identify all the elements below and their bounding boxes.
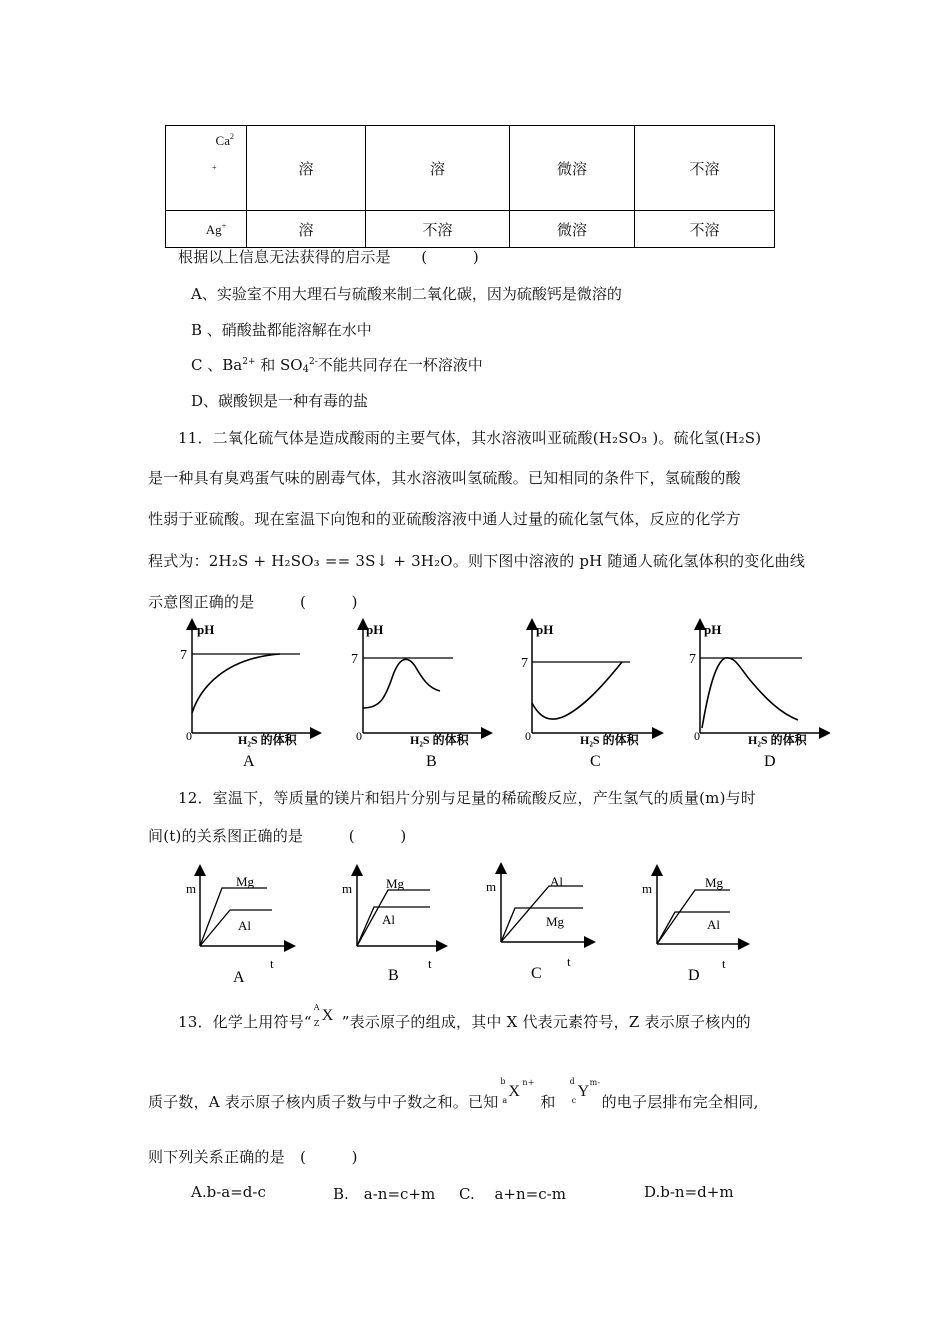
h2s-axis-label: H₂S 的体积 [748, 733, 807, 747]
atom-notation: A Z X [313, 1003, 334, 1028]
ph-seven-tick: 7 [180, 648, 187, 663]
mt-graph-c [486, 868, 590, 982]
ph-graph-c [521, 622, 658, 770]
m-axis-label: m [642, 881, 653, 896]
table-cell: 不溶 [635, 126, 775, 211]
ph-axis-label: pH [536, 622, 554, 637]
t-axis-label: t [428, 956, 432, 971]
table-cell: 微溶 [510, 211, 635, 248]
mass-time-graphs [170, 862, 750, 990]
ph-seven-tick: 7 [521, 656, 528, 671]
ph-graph-b [351, 622, 487, 770]
ph-axis-label: pH [704, 622, 722, 637]
al-label: Al [550, 874, 563, 889]
option-label: A [243, 753, 255, 770]
option-label: B [426, 753, 437, 770]
q13-option-d: D.b-n=d+m [644, 1183, 734, 1201]
table-cell: 溶 [247, 211, 366, 248]
ph-curve [363, 659, 440, 708]
origin-label: 0 [356, 729, 362, 743]
al-label: Al [707, 917, 720, 932]
al-label: Al [382, 912, 395, 927]
ion-cell: Ag+ [166, 211, 247, 248]
mg-label: Mg [386, 876, 405, 891]
option-label: D [688, 967, 700, 984]
option-label: C [531, 965, 542, 982]
ion-x-notation: b a X n+ [500, 1077, 535, 1105]
m-axis-label: m [486, 879, 497, 894]
q12-line-2: 间(t)的关系图正确的是 ( ) [148, 827, 407, 845]
ph-axis-label: pH [197, 622, 215, 637]
m-axis-label: m [342, 881, 353, 896]
option-label: B [388, 967, 399, 984]
ph-graph-d [689, 622, 825, 770]
q13-line-3: 则下列关系正确的是 ( ) [148, 1148, 358, 1166]
option-label: A [233, 969, 245, 986]
t-axis-label: t [722, 956, 726, 971]
ph-curve [192, 654, 280, 713]
al-label: Al [238, 918, 251, 933]
option-label: D [764, 753, 776, 770]
table-row [166, 211, 775, 248]
q10-option-a: A、实验室不用大理石与硫酸来制二氧化碳，因为硫酸钙是微溶的 [191, 285, 622, 303]
m-axis-label: m [186, 881, 197, 896]
mg-label: Mg [236, 874, 255, 889]
ph-axis-label: pH [366, 622, 384, 637]
q10-option-b: B 、硝酸盐都能溶解在水中 [191, 321, 372, 339]
mg-label: Mg [546, 914, 565, 929]
table-cell: 微溶 [510, 126, 635, 211]
ph-seven-tick: 7 [351, 652, 358, 667]
mg-label: Mg [705, 875, 724, 890]
q11-line-3: 性弱于亚硫酸。现在室温下向饱和的亚硫酸溶液中通人过量的硫化氢气体，反应的化学方 [148, 510, 741, 528]
table-cell: 不溶 [635, 211, 775, 248]
h2s-axis-label: H₂S 的体积 [238, 733, 297, 747]
t-axis-label: t [270, 956, 274, 971]
table-cell: 溶 [366, 126, 510, 211]
t-axis-label: t [567, 954, 571, 969]
solubility-table [165, 125, 775, 248]
q11-line-2: 是一种具有臭鸡蛋气味的剧毒气体，其水溶液叫氢硫酸。已知相同的条件下，氢硫酸的酸 [148, 469, 741, 487]
q12-line-1: 12．室温下，等质量的镁片和铝片分别与足量的稀硫酸反应，产生氢气的质量(m)与时 [178, 789, 757, 807]
mt-graph-a [186, 870, 290, 986]
origin-label: 0 [525, 729, 531, 743]
q11-line-4: 程式为：2H₂S + H₂SO₃ == 3S↓ + 3H₂O。则下图中溶液的 pH 随通人硫化氢体积的变化曲线 [148, 552, 806, 570]
h2s-axis-label: H₂S 的体积 [580, 733, 639, 747]
q11-line-1: 11．二氧化硫气体是造成酸雨的主要气体，其水溶液叫亚硫酸(H₂SO₃ )。硫化氢(H₂S) [178, 429, 762, 447]
q13-option-a: A.b-a=d-c [191, 1183, 266, 1201]
ion-cell: $Ca^2$ + [166, 126, 247, 211]
q10-option-d: D、碳酸钡是一种有毒的盐 [191, 392, 369, 410]
q13-line-2: 质子数，A 表示原子核内质子数与中子数之和。已知 b a X n+ 和 d c Y m- 的电子层排布完全相同, [148, 1077, 759, 1111]
q13-option-b: B. a-n=c+m [333, 1185, 436, 1203]
ph-graph-a [180, 622, 316, 770]
origin-label: 0 [186, 729, 192, 743]
ph-curve [532, 662, 622, 719]
q11-line-5: 示意图正确的是 ( ) [148, 593, 358, 611]
mt-graph-b [342, 870, 442, 984]
q10-option-c: C 、$Ba^{2+}$ 和 $SO_4^{2-}$不能共同存在一杯溶液中 [191, 356, 483, 375]
origin-label: 0 [694, 729, 700, 743]
ph-seven-tick: 7 [689, 652, 696, 667]
q13-option-c: C. a+n=c-m [459, 1185, 566, 1203]
ion-y-notation: d c Y m- [569, 1077, 601, 1105]
q13-line-1: 13．化学上用符号“ A Z X ”表示原子的组成，其中 X 代表元素符号，Z 表示原子核内的 [178, 1003, 751, 1031]
ph-graphs [170, 618, 830, 773]
table-row [166, 126, 775, 211]
option-label: C [590, 753, 601, 770]
mt-graph-d [642, 870, 744, 984]
table-cell: 溶 [247, 126, 366, 211]
h2s-axis-label: H₂S 的体积 [410, 733, 469, 747]
ph-curve [702, 658, 798, 728]
table-cell: 不溶 [366, 211, 510, 248]
q10-stem: 根据以上信息无法获得的启示是 ( ) [178, 248, 479, 266]
